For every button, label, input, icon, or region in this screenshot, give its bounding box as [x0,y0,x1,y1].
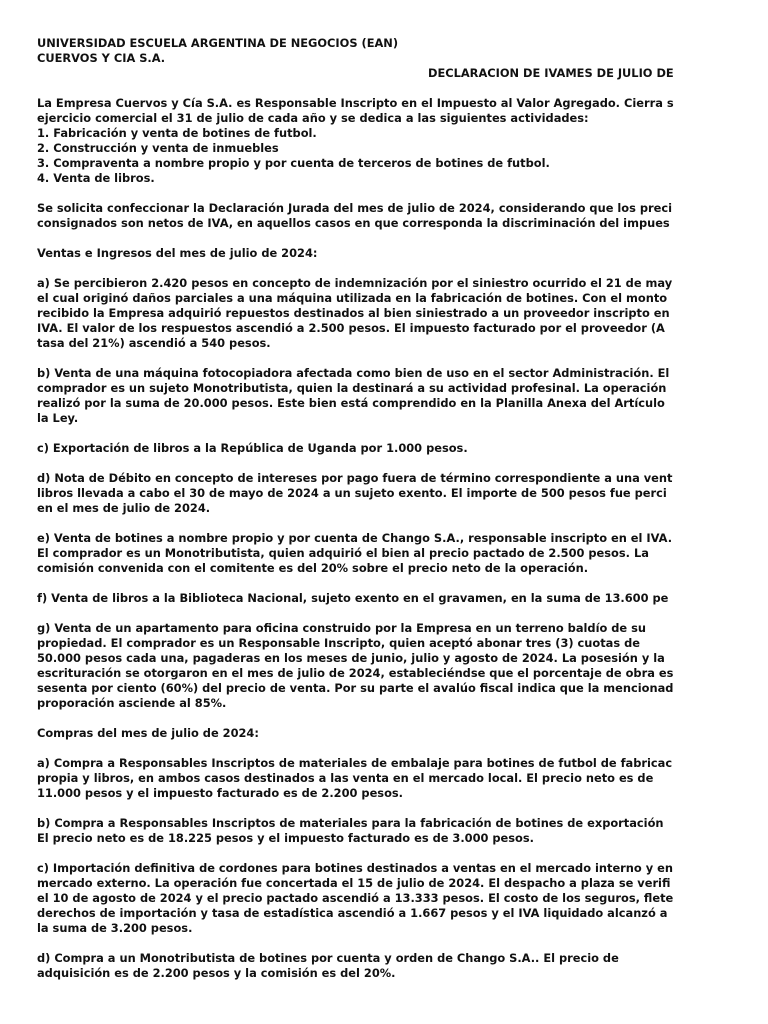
text-line: IVA. El valor de los respuestos ascendió a 2.500 pesos. El impuesto facturado por el proveedor (A [37,321,665,335]
text-line: 50.000 pesos cada una, pagaderas en los meses de junio, julio y agosto de 2024. La posesión y la [37,651,665,665]
text-line: recibido la Empresa adquirió repuestos destinados al bien siniestrado a un proveedor inscripto en [37,306,670,320]
text-line: derechos de importación y tasa de estadística ascendió a 1.667 pesos y el IVA liquidado alcanzó a [37,906,668,920]
purchases-item-c [37,861,681,936]
text-line: escrituración se otorgaron en el mes de julio de 2024, estableciéndse que el porcentaje de obra es [37,666,674,680]
purchases-item-b [37,816,681,846]
document-page [37,36,681,996]
activity-item: 3. Compraventa a nombre propio y por cuenta de terceros de botines de futbol. [37,156,550,170]
text-line: f) Venta de libros a la Biblioteca Nacional, sujeto exento en el gravamen, en la suma de 13.600 pe [37,591,669,605]
text-line: El comprador es un Monotributista, quien adquirió el bien al precio pactado de 2.500 pesos. La [37,546,649,560]
text-line: El precio neto es de 18.225 pesos y el impuesto facturado es de 3.000 pesos. [37,831,534,845]
text-line: tasa del 21%) ascendió a 540 pesos. [37,336,271,350]
activity-item: 4. Venta de libros. [37,171,155,185]
sales-item-e [37,531,681,576]
sales-item-a [37,276,681,351]
text-line: el 10 de agosto de 2024 y el precio pactado ascendió a 13.333 pesos. El costo de los seguros, flete [37,891,674,905]
text-line: e) Venta de botines a nombre propio y por cuenta de Chango S.A., responsable inscripto en el IVA. [37,531,673,545]
text-line: adquisición es de 2.200 pesos y la comisión es del 20%. [37,966,396,980]
text-line: comprador es un sujeto Monotributista, quien la destinará a su actividad profesinal. La operación [37,381,667,395]
sales-item-g [37,621,681,711]
text-line: en el mes de julio de 2024. [37,501,211,515]
sales-item-b [37,366,681,426]
text-line: consignados son netos de IVA, en aquellos casos en que corresponda la discriminación del impues [37,216,670,230]
text-line: propiedad. El comprador es un Responsable Inscripto, quien aceptó abonar tres (3) cuotas de [37,636,640,650]
text-line: el cual originó daños parciales a una máquina utilizada en la fabricación de botines. Con el monto [37,291,668,305]
text-line: d) Compra a un Monotributista de botines por cuenta y orden de Chango S.A.. El precio de [37,951,619,965]
text-line: comisión convenida con el comitente es del 20% sobre el precio neto de la operación. [37,561,589,575]
activity-item: 1. Fabricación y venta de botines de futbol. [37,126,317,140]
activity-item: 2. Construcción y venta de inmuebles [37,141,279,155]
text-line: la suma de 3.200 pesos. [37,921,193,935]
sales-item-f [37,591,681,606]
purchases-item-d [37,951,681,981]
university-name: UNIVERSIDAD ESCUELA ARGENTINA DE NEGOCIOS (EAN) [37,36,399,50]
sales-item-c [37,441,681,456]
purchases-item-a [37,756,681,801]
text-line: g) Venta de un apartamento para oficina construido por la Empresa en un terreno baldío de su [37,621,647,635]
text-line: La Empresa Cuervos y Cía S.A. es Responsable Inscripto en el Impuesto al Valor Agregado. Cierra s [37,96,674,110]
sales-item-d [37,471,681,516]
text-line: c) Exportación de libros a la República de Uganda por 1.000 pesos. [37,441,468,455]
text-line: ejercicio comercial el 31 de julio de cada año y se dedica a las siguientes actividades: [37,111,589,125]
intro-paragraph [37,96,681,186]
text-line: proporación asciende al 85%. [37,696,227,710]
company-name: CUERVOS Y CIA S.A. [37,51,166,65]
sales-heading: Ventas e Ingresos del mes de julio de 2024: [37,246,318,260]
text-line: Se solicita confeccionar la Declaración Jurada del mes de julio de 2024, considerando que los preci [37,201,673,215]
request-paragraph [37,201,681,231]
text-line: a) Compra a Responsables Inscriptos de materiales de embalaje para botines de futbol de fabricac [37,756,673,770]
text-line: libros llevada a cabo el 30 de mayo de 2024 a un sujeto exento. El importe de 500 pesos fue perci [37,486,667,500]
text-line: b) Compra a Responsables Inscriptos de materiales para la fabricación de botines de exportación [37,816,664,830]
text-line: sesenta por ciento (60%) del precio de venta. Por su parte el avalúo fiscal indica que la mencionad [37,681,674,695]
purchases-heading: Compras del mes de julio de 2024: [37,726,259,740]
text-line: d) Nota de Débito en concepto de intereses por pago fuera de término correspondiente a una vent [37,471,673,485]
text-line: c) Importación definitiva de cordones para botines destinados a ventas en el mercado interno y en [37,861,673,875]
text-line: realizó por la suma de 20.000 pesos. Este bien está comprendido en la Planilla Anexa del Artículo [37,396,665,410]
text-line: 11.000 pesos y el impuesto facturado es de 2.200 pesos. [37,786,404,800]
text-line: la Ley. [37,411,79,425]
declaration-title: DECLARACION DE IVAMES DE JULIO DE [428,66,674,80]
text-line: mercado externo. La operación fue concertada el 15 de julio de 2024. El despacho a plaza se verifi [37,876,671,890]
text-line: propia y libros, en ambos casos destinados a las venta en el mercado local. El precio neto es de [37,771,654,785]
text-line: b) Venta de una máquina fotocopiadora afectada como bien de uso en el sector Administración. El [37,366,670,380]
text-line: a) Se percibieron 2.420 pesos en concepto de indemnización por el siniestro ocurrido el 21 de may [37,276,673,290]
